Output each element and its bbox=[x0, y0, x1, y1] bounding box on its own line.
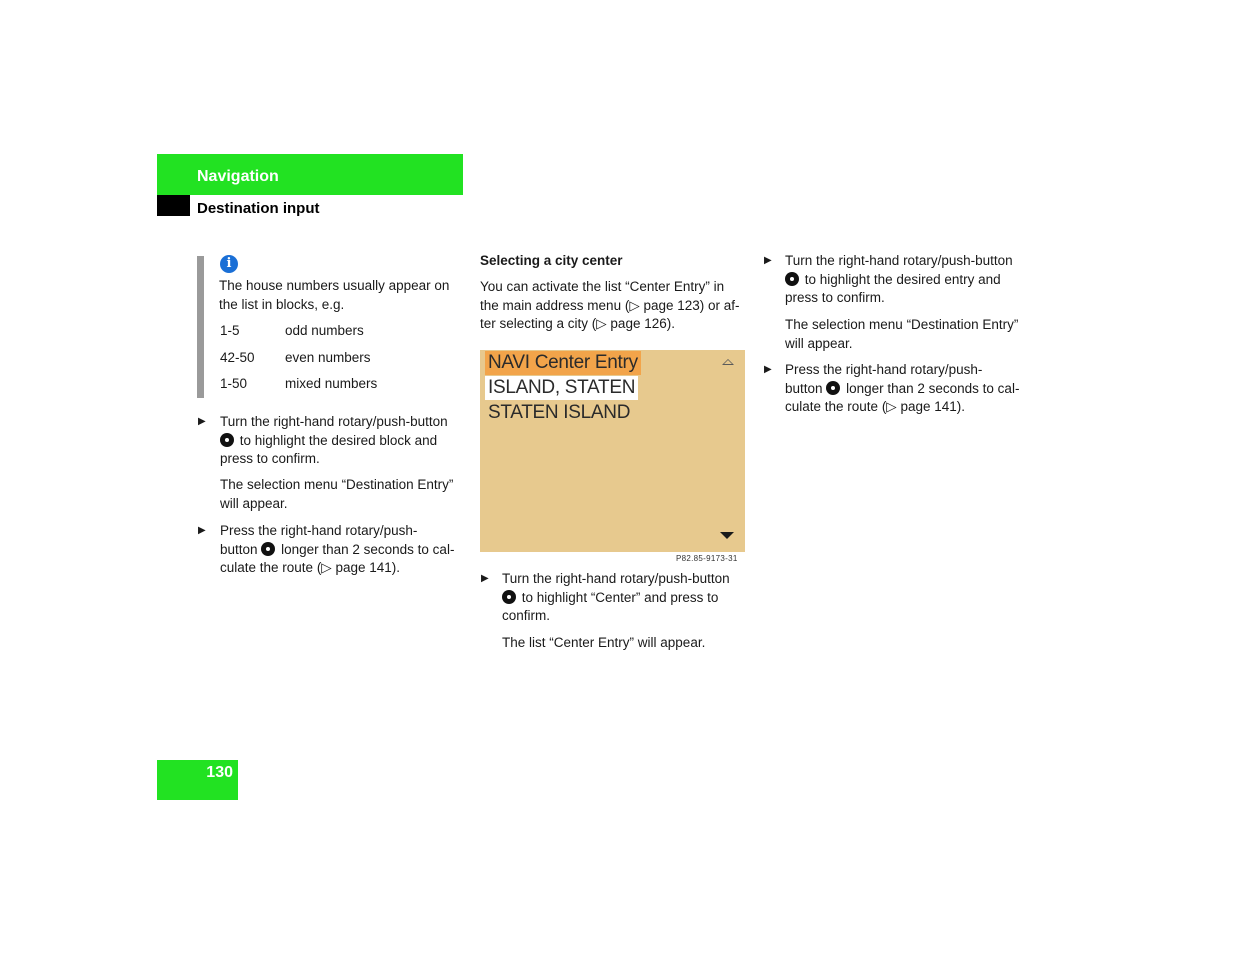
step-press-calculate-route: Press the right-hand rotary/push- button longer than 2 seconds to cal- culate the route (▷ page 141). bbox=[220, 523, 455, 576]
figure-code: P82.85-9173-31 bbox=[676, 554, 738, 563]
info-row: 1-50 mixed numbers bbox=[220, 376, 378, 391]
scroll-down-icon bbox=[720, 532, 734, 539]
screen-list-item[interactable]: STATEN ISLAND bbox=[488, 402, 631, 423]
heading-city-center: Selecting a city center bbox=[480, 253, 623, 268]
rotary-knob-icon bbox=[785, 272, 799, 286]
step-result: The list “Center Entry” will appear. bbox=[502, 635, 706, 650]
subsection-title: Destination input bbox=[197, 200, 320, 217]
scroll-up-icon bbox=[722, 359, 734, 365]
step-bullet: ▶ bbox=[481, 573, 489, 584]
info-row: 42-50 even numbers bbox=[220, 350, 371, 365]
rotary-knob-icon bbox=[826, 381, 840, 395]
info-row: 1-5 odd numbers bbox=[220, 323, 364, 338]
screen-menu-title: NAVI Center Entry bbox=[485, 351, 641, 375]
page-number: 130 bbox=[206, 764, 233, 781]
step-bullet: ▶ bbox=[764, 255, 772, 266]
rotary-knob-icon bbox=[502, 590, 516, 604]
step-result: The selection menu “Destination Entry” will appear. bbox=[220, 477, 454, 511]
info-box-bar bbox=[197, 256, 204, 398]
step-result: The selection menu “Destination Entry” will appear. bbox=[785, 317, 1019, 351]
section-title: Navigation bbox=[197, 168, 279, 185]
info-text: The house numbers usually appear on the list in blocks, e.g. bbox=[219, 278, 450, 312]
step-turn-select-block: Turn the right-hand rotary/push-button to highlight the desired block and press to confirm. bbox=[220, 414, 448, 467]
navigation-display-screen bbox=[480, 350, 745, 552]
info-icon: i bbox=[220, 255, 238, 273]
step-bullet: ▶ bbox=[764, 364, 772, 375]
step-press-calculate-route: Press the right-hand rotary/push- button longer than 2 seconds to cal- culate the route (▷ page 141). bbox=[785, 362, 1020, 415]
subsection-marker bbox=[157, 195, 190, 216]
step-bullet: ▶ bbox=[198, 416, 206, 427]
step-bullet: ▶ bbox=[198, 525, 206, 536]
intro-paragraph: You can activate the list “Center Entry” in the main address menu (▷ page 123) or af- ter selecting a city (▷ page 126). bbox=[480, 279, 740, 332]
screen-list-item-selected[interactable]: ISLAND, STATEN bbox=[485, 376, 638, 400]
rotary-knob-icon bbox=[220, 433, 234, 447]
rotary-knob-icon bbox=[261, 542, 275, 556]
step-highlight-center: Turn the right-hand rotary/push-button to highlight “Center” and press to confirm. bbox=[502, 571, 730, 624]
step-highlight-entry: Turn the right-hand rotary/push-button to highlight the desired entry and press to confirm. bbox=[785, 253, 1013, 306]
